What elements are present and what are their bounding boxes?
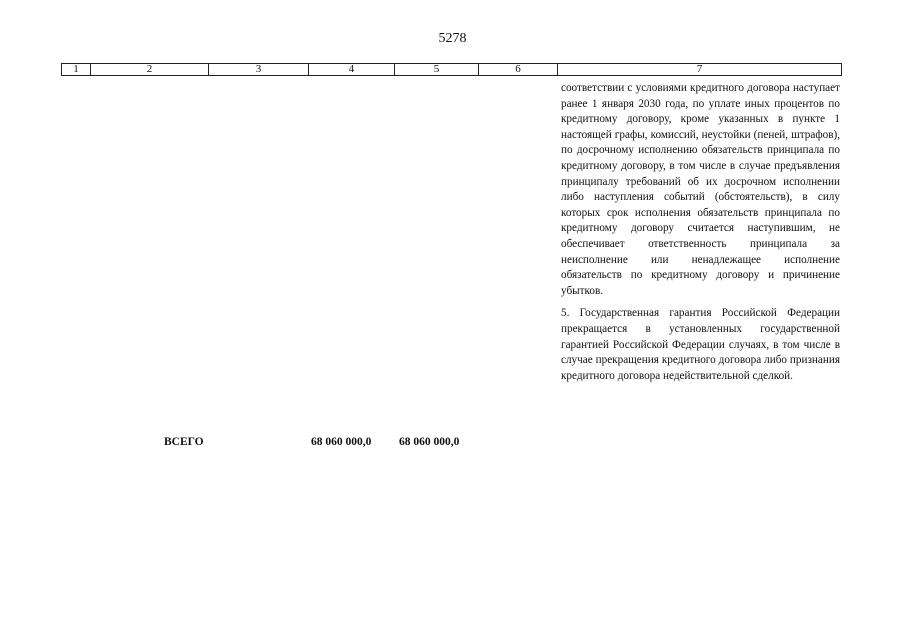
column-header-3: 3 (209, 64, 309, 75)
column-header-6: 6 (479, 64, 558, 75)
continued-paragraph: соответствии с условиями кредитного договора наступает ранее 1 января 2030 года, по уплате иных процентов по кредитному договору, кроме указанных в пункте 1 настоящей графы, комиссий, неустойки (пеней, штрафов), по досрочному исполнению обязательств принципала по кредитному договору, в том числе в случае предъявления принципалу требований об их досрочном исполнении либо наступления событий (обстоятельств), в силу которых срок исполнения обязательств принципала по кредитному договору считается наступившим, не обеспечивает ответственность принципала за неисполнение или ненадлежащее исполнение обязательств по кредитному договору и причинение убытков. (561, 82, 840, 297)
total-label: ВСЕГО (164, 436, 204, 448)
page-number: 5278 (438, 31, 467, 46)
column-7-content (561, 81, 840, 391)
column-header-4: 4 (309, 64, 395, 75)
column-header-5: 5 (395, 64, 479, 75)
column-header-1: 1 (62, 64, 91, 75)
table-header-row (61, 63, 842, 76)
total-column-5: 68 060 000,0 (399, 436, 460, 448)
column-header-2: 2 (91, 64, 209, 75)
total-column-4: 68 060 000,0 (311, 436, 372, 448)
paragraph-5: 5. Государственная гарантия Российской Федерации прекращается в установленных государственной гарантией Российской Федерации случаях, в том числе в случае прекращения кредитного договора либо признания кредитного договора недействительной сделкой. (561, 307, 840, 382)
column-header-7: 7 (696, 63, 703, 75)
